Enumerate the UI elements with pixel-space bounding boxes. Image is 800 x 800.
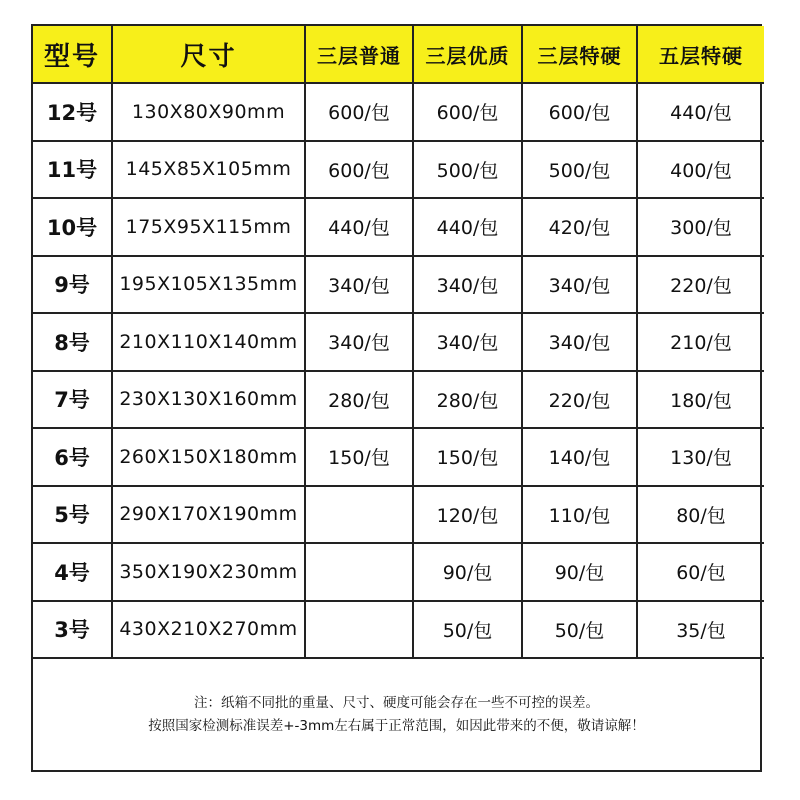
header-model: 型号 — [33, 26, 112, 83]
header-three-layer-regular: 三层普通 — [305, 26, 413, 83]
qty-three-layer-extra-hard: 500/包 — [522, 141, 637, 199]
model-cell: 10号 — [33, 198, 112, 256]
note-line-2: 按照国家检测标准误差+-3mm左右属于正常范围，如因此带来的不便，敬请谅解！ — [148, 718, 645, 734]
table-row — [33, 313, 764, 371]
qty-three-layer-premium: 600/包 — [413, 83, 522, 141]
model-cell: 3号 — [33, 601, 112, 659]
qty-three-layer-regular: 440/包 — [305, 198, 413, 256]
size-price-table — [33, 26, 764, 659]
qty-three-layer-premium: 50/包 — [413, 601, 522, 659]
model-cell: 8号 — [33, 313, 112, 371]
size-cell: 145X85X105mm — [112, 141, 305, 199]
qty-five-layer-extra-hard: 220/包 — [637, 256, 764, 314]
qty-three-layer-regular: 340/包 — [305, 313, 413, 371]
qty-five-layer-extra-hard: 60/包 — [637, 543, 764, 601]
tolerance-note — [33, 660, 760, 770]
header-three-layer-premium: 三层优质 — [413, 26, 522, 83]
size-cell: 230X130X160mm — [112, 371, 305, 429]
qty-three-layer-extra-hard: 220/包 — [522, 371, 637, 429]
qty-three-layer-premium: 280/包 — [413, 371, 522, 429]
model-cell: 11号 — [33, 141, 112, 199]
model-cell: 7号 — [33, 371, 112, 429]
table-row — [33, 198, 764, 256]
qty-five-layer-extra-hard: 440/包 — [637, 83, 764, 141]
qty-five-layer-extra-hard: 35/包 — [637, 601, 764, 659]
qty-three-layer-extra-hard: 90/包 — [522, 543, 637, 601]
qty-three-layer-extra-hard: 340/包 — [522, 313, 637, 371]
model-cell: 4号 — [33, 543, 112, 601]
qty-five-layer-extra-hard: 80/包 — [637, 486, 764, 544]
qty-three-layer-regular — [305, 601, 413, 659]
header-row — [33, 26, 764, 83]
qty-three-layer-premium: 500/包 — [413, 141, 522, 199]
size-cell: 350X190X230mm — [112, 543, 305, 601]
qty-three-layer-regular — [305, 486, 413, 544]
size-cell: 175X95X115mm — [112, 198, 305, 256]
table-row — [33, 141, 764, 199]
qty-three-layer-extra-hard: 420/包 — [522, 198, 637, 256]
qty-three-layer-extra-hard: 110/包 — [522, 486, 637, 544]
model-cell: 9号 — [33, 256, 112, 314]
size-cell: 210X110X140mm — [112, 313, 305, 371]
qty-three-layer-premium: 90/包 — [413, 543, 522, 601]
qty-three-layer-premium: 440/包 — [413, 198, 522, 256]
model-cell: 12号 — [33, 83, 112, 141]
table-row — [33, 486, 764, 544]
qty-three-layer-regular: 150/包 — [305, 428, 413, 486]
size-cell: 290X170X190mm — [112, 486, 305, 544]
size-cell: 430X210X270mm — [112, 601, 305, 659]
qty-three-layer-premium: 120/包 — [413, 486, 522, 544]
qty-three-layer-regular: 600/包 — [305, 141, 413, 199]
qty-three-layer-regular: 280/包 — [305, 371, 413, 429]
qty-three-layer-extra-hard: 140/包 — [522, 428, 637, 486]
qty-three-layer-extra-hard: 50/包 — [522, 601, 637, 659]
qty-three-layer-premium: 340/包 — [413, 313, 522, 371]
table-row — [33, 371, 764, 429]
model-cell: 6号 — [33, 428, 112, 486]
qty-five-layer-extra-hard: 300/包 — [637, 198, 764, 256]
table-row — [33, 83, 764, 141]
qty-five-layer-extra-hard: 180/包 — [637, 371, 764, 429]
table-row — [33, 601, 764, 659]
table-row — [33, 256, 764, 314]
size-cell: 195X105X135mm — [112, 256, 305, 314]
header-five-layer-extra-hard: 五层特硬 — [637, 26, 764, 83]
table-row — [33, 543, 764, 601]
qty-three-layer-regular: 600/包 — [305, 83, 413, 141]
header-three-layer-extra-hard: 三层特硬 — [522, 26, 637, 83]
qty-three-layer-extra-hard: 600/包 — [522, 83, 637, 141]
qty-three-layer-premium: 150/包 — [413, 428, 522, 486]
qty-three-layer-premium: 340/包 — [413, 256, 522, 314]
header-size: 尺寸 — [112, 26, 305, 83]
size-cell: 260X150X180mm — [112, 428, 305, 486]
model-cell: 5号 — [33, 486, 112, 544]
qty-five-layer-extra-hard: 400/包 — [637, 141, 764, 199]
qty-three-layer-regular: 340/包 — [305, 256, 413, 314]
qty-five-layer-extra-hard: 210/包 — [637, 313, 764, 371]
spec-sheet — [31, 24, 762, 772]
qty-three-layer-regular — [305, 543, 413, 601]
note-line-1: 注：纸箱不同批的重量、尺寸、硬度可能会存在一些不可控的误差。 — [194, 695, 599, 711]
qty-three-layer-extra-hard: 340/包 — [522, 256, 637, 314]
size-cell: 130X80X90mm — [112, 83, 305, 141]
table-row — [33, 428, 764, 486]
qty-five-layer-extra-hard: 130/包 — [637, 428, 764, 486]
